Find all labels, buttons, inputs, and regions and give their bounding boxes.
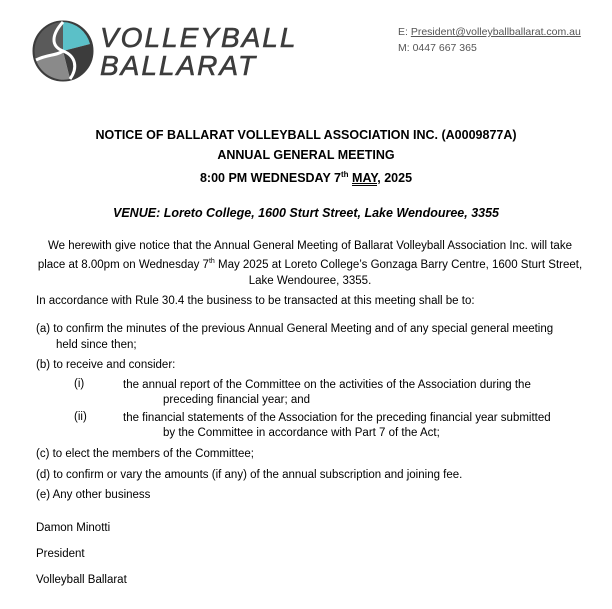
rule-paragraph: In accordance with Rule 30.4 the business to be transacted at this meeting shall be to: xyxy=(36,295,475,307)
intro-part-a: We herewith give notice that the Annual General Meeting of Ballarat Volleyball Association Inc. will take place at 8.00pm on Wednesday 7 xyxy=(37,240,572,271)
item-d: (d) to confirm or vary the amounts (if any) of the annual subscription and joining fee. xyxy=(36,469,463,481)
notice-title: NOTICE OF BALLARAT VOLLEYBALL ASSOCIATION INC. (A0009877A) xyxy=(95,128,517,142)
intro-paragraph xyxy=(36,238,584,289)
signatory-org: Volleyball Ballarat xyxy=(36,574,127,586)
item-a-line2: held since then; xyxy=(56,339,137,351)
contact-email xyxy=(398,26,581,38)
item-b-ii-number: (ii) xyxy=(74,411,87,423)
logo-wordmark-line2: BALLARAT xyxy=(100,50,258,81)
item-b-i-line1: the annual report of the Committee on the activities of the Association during the xyxy=(123,379,531,391)
item-e: (e) Any other business xyxy=(36,489,151,501)
item-a-line1: (a) to confirm the minutes of the previous Annual General Meeting and of any special general meeting xyxy=(36,323,554,335)
datetime-sup: th xyxy=(340,170,349,179)
item-b-ii-line2: by the Committee in accordance with Part 7 of the Act; xyxy=(163,427,440,439)
item-c: (c) to elect the members of the Committee; xyxy=(36,448,254,460)
datetime-part-a: 8:00 PM WEDNESDAY 7 xyxy=(199,171,341,186)
item-b-ii xyxy=(123,411,583,441)
intro-part-b: May 2025 at Loreto College’s Gonzaga Barry Centre, 1600 Sturt Street, Lake Wendouree, 3355. xyxy=(214,258,583,287)
email-link[interactable]: President@volleyballballarat.com.au xyxy=(410,26,581,38)
item-b-ii-line1: the financial statements of the Association for the preceding financial year submitted xyxy=(123,412,551,424)
venue-line: VENUE: Loreto College, 1600 Sturt Street, Lake Wendouree, 3355 xyxy=(113,206,499,220)
item-b-i-number: (i) xyxy=(74,378,85,390)
signatory-role: President xyxy=(36,548,85,560)
volleyball-logo-icon xyxy=(32,20,94,82)
contact-mobile: M: 0447 667 365 xyxy=(398,42,477,54)
intro-sup: th xyxy=(208,258,215,265)
meeting-title: ANNUAL GENERAL MEETING xyxy=(217,148,395,162)
item-b-i xyxy=(123,378,563,408)
logo-wordmark-line1: VOLLEYBALL xyxy=(100,22,298,53)
datetime-month: MAY, xyxy=(352,171,381,186)
email-prefix: E: xyxy=(398,26,411,38)
item-b: (b) to receive and consider: xyxy=(36,359,176,371)
signatory-name: Damon Minotti xyxy=(36,522,111,534)
item-a xyxy=(36,321,576,353)
datetime-year: 2025 xyxy=(380,171,413,186)
meeting-datetime xyxy=(0,170,612,185)
item-b-i-line2: preceding financial year; and xyxy=(163,394,311,406)
